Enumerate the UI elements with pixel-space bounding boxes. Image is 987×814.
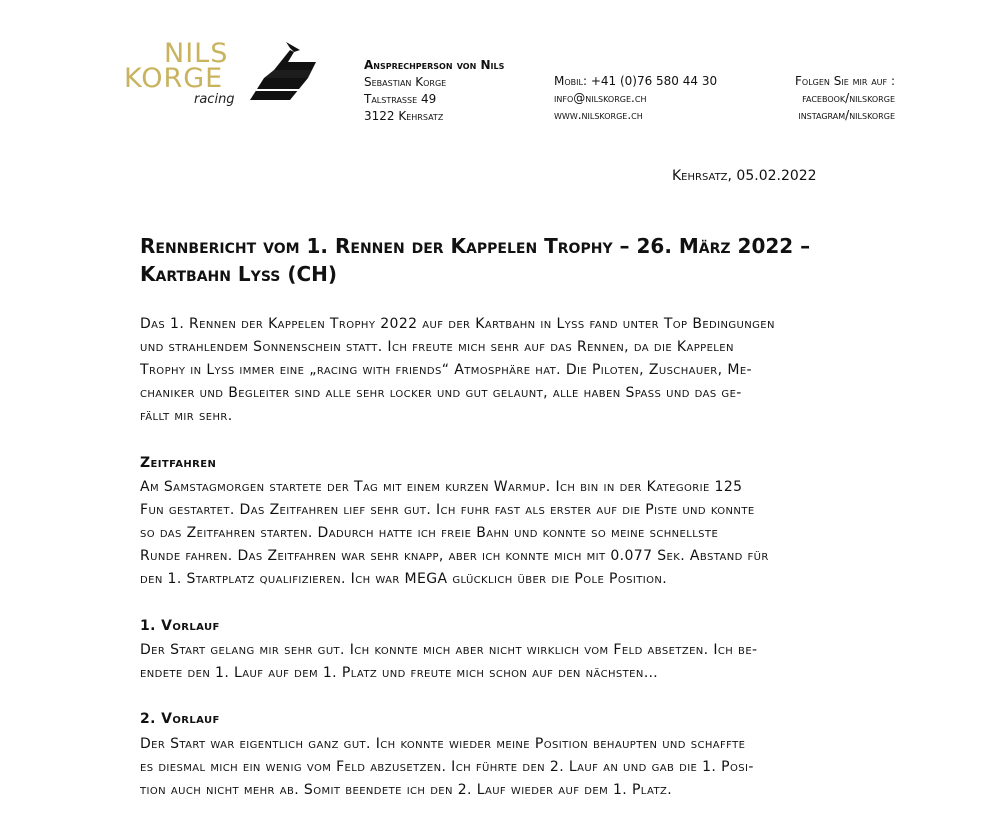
- contact-name: Sebastian Korge: [364, 75, 447, 89]
- contact-title: Ansprechperson von Nils: [364, 58, 505, 72]
- kart-logo-icon: [250, 40, 322, 102]
- intro-paragraph: [140, 313, 892, 428]
- document-date: Kehrsatz, 05.02.2022: [672, 168, 817, 184]
- section-title-vorlauf-1: 1. Vorlauf: [140, 618, 220, 634]
- text-line: den 1. Startplatz qualifizieren. Ich war MEGA glücklich über die Pole Position.: [140, 571, 668, 587]
- follow-label: Folgen Sie mir auf :: [795, 74, 895, 88]
- section-body-zeitfahren: [140, 476, 892, 591]
- heading-line-1: Rennbericht vom 1. Rennen der Kappelen Trophy – 26. März 2022 –: [140, 234, 811, 258]
- logo-text-racing: racing: [194, 92, 235, 107]
- text-line: so das Zeitfahren starten. Dadurch hatte ich freie Bahn und konnte so meine schnellste: [140, 525, 719, 541]
- heading-line-2: Kartbahn Lyss (CH): [140, 262, 338, 286]
- facebook-link[interactable]: facebook/nilskorge: [802, 91, 895, 105]
- text-line: Am Samstagmorgen startete der Tag mit einem kurzen Warmup. Ich bin in der Kategorie 125: [140, 479, 743, 495]
- contact-phone: Mobil: +41 (0)76 580 44 30: [554, 74, 718, 88]
- text-line: endete den 1. Lauf auf dem 1. Platz und freute mich schon auf den nächsten…: [140, 665, 659, 681]
- text-line: und strahlendem Sonnenschein statt. Ich freute mich sehr auf das Rennen, da die Kappelen: [140, 339, 734, 355]
- text-line: fällt mir sehr.: [140, 408, 233, 424]
- text-line: tion auch nicht mehr ab. Somit beendete ich den 2. Lauf wieder auf dem 1. Platz.: [140, 782, 673, 798]
- section-body-vorlauf-2: [140, 733, 892, 802]
- section-body-vorlauf-1: [140, 639, 892, 685]
- text-line: chaniker und Begleiter sind alle sehr locker und gut gelaunt, alle haben Spass und das ge-: [140, 385, 742, 401]
- text-line: Trophy in Lyss immer eine „racing with friends“ Atmosphäre hat. Die Piloten, Zuschauer, Me-: [140, 362, 752, 378]
- contact-street: Talstrasse 49: [364, 92, 437, 106]
- contact-web[interactable]: www.nilskorge.ch: [554, 108, 643, 122]
- report-heading: [140, 232, 880, 288]
- section-title-zeitfahren: Zeitfahren: [140, 455, 217, 471]
- contact-details-block: [554, 73, 717, 124]
- social-block: [795, 73, 895, 124]
- contact-email[interactable]: info@nilskorge.ch: [554, 91, 647, 105]
- logo: [124, 38, 240, 108]
- text-line: Fun gestartet. Das Zeitfahren lief sehr gut. Ich fuhr fast als erster auf die Piste und konnte: [140, 502, 755, 518]
- logo-text-korge: KORGE: [124, 63, 224, 94]
- section-title-vorlauf-2: 2. Vorlauf: [140, 711, 220, 727]
- contact-person-block: [364, 57, 504, 125]
- contact-city: 3122 Kehrsatz: [364, 109, 444, 123]
- text-line: es diesmal mich ein wenig vom Feld abzusetzen. Ich führte den 2. Lauf an und gab die 1. Posi-: [140, 759, 754, 775]
- logo-text-nils: NILS: [164, 38, 229, 69]
- text-line: Der Start gelang mir sehr gut. Ich konnte mich aber nicht wirklich vom Feld absetzen. Ich be-: [140, 642, 758, 658]
- text-line: Runde fahren. Das Zeitfahren war sehr knapp, aber ich konnte mich mit 0.077 Sek. Abstand für: [140, 548, 769, 564]
- text-line: Der Start war eigentlich ganz gut. Ich konnte wieder meine Position behaupten und schaffte: [140, 736, 746, 752]
- text-line: Das 1. Rennen der Kappelen Trophy 2022 auf der Kartbahn in Lyss fand unter Top Bedingungen: [140, 316, 775, 332]
- instagram-link[interactable]: instagram/nilskorge: [798, 108, 895, 122]
